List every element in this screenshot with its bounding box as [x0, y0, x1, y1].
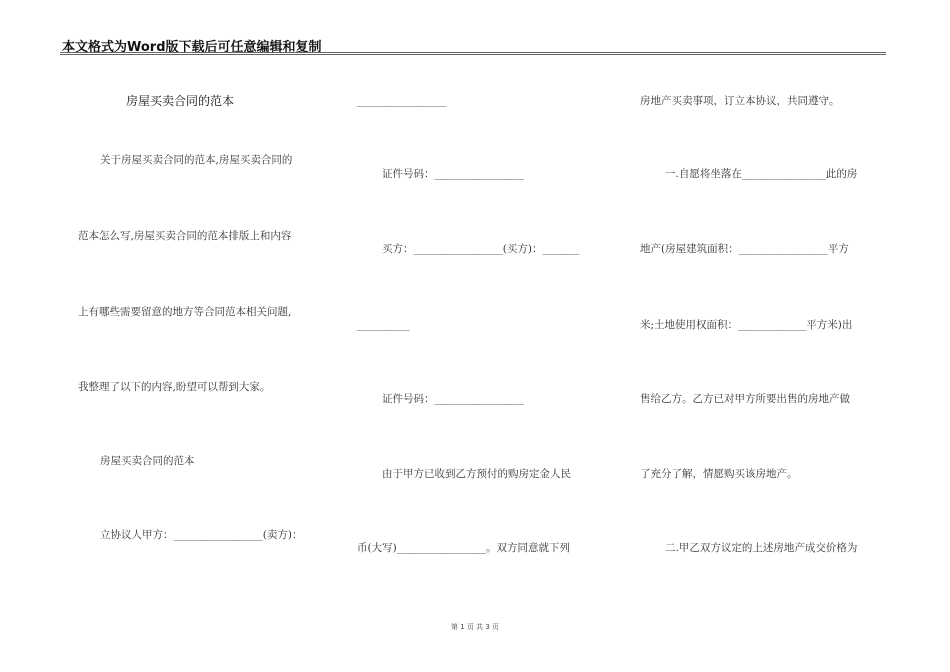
text-line: __________	[357, 319, 410, 331]
text-line: 地产(房屋建筑面积：_________________平方	[640, 243, 849, 255]
text-line: 房屋买卖合同的范本	[100, 455, 195, 467]
text-line: 立协议人甲方：_________________(卖方)：	[100, 529, 303, 541]
page-number: 第 1 页 共 3 页	[450, 623, 500, 631]
text-line: 由于甲方已收到乙方预付的购房定金人民	[382, 468, 571, 480]
text-line: 买方：_________________(买方)：_______	[382, 243, 580, 255]
text-line: 关于房屋买卖合同的范本,房屋买卖合同的	[100, 154, 293, 166]
document-header: 本文格式为Word版下载后可任意编辑和复制	[62, 40, 322, 55]
text-line: 证件号码：_________________	[382, 168, 524, 180]
text-line: 上有哪些需要留意的地方等合同范本相关问题,	[78, 306, 292, 318]
text-line: 我整理了以下的内容,盼望可以帮到大家。	[78, 381, 271, 393]
text-line: 二.甲乙双方议定的上述房地产成交价格为	[665, 542, 858, 554]
text-line: 一.自愿将坐落在________________此的房	[665, 168, 858, 180]
text-line: 米;土地使用权面积：_____________平方米)出	[640, 319, 853, 331]
text-line: 售给乙方。乙方已对甲方所要出售的房地产做	[640, 393, 850, 405]
header-rule	[60, 52, 886, 55]
text-line: 了充分了解，情愿购买该房地产。	[640, 468, 798, 480]
text-line: 房地产买卖事项，订立本协议，共同遵守。	[640, 95, 840, 107]
text-line: _________________	[357, 95, 447, 107]
document-title: 房屋买卖合同的范本	[126, 94, 235, 108]
text-line: 证件号码：_________________	[382, 393, 524, 405]
text-line: 币(大写)_________________。双方同意就下列	[357, 542, 570, 554]
text-line: 范本怎么写,房屋买卖合同的范本排版上和内容	[78, 230, 292, 242]
